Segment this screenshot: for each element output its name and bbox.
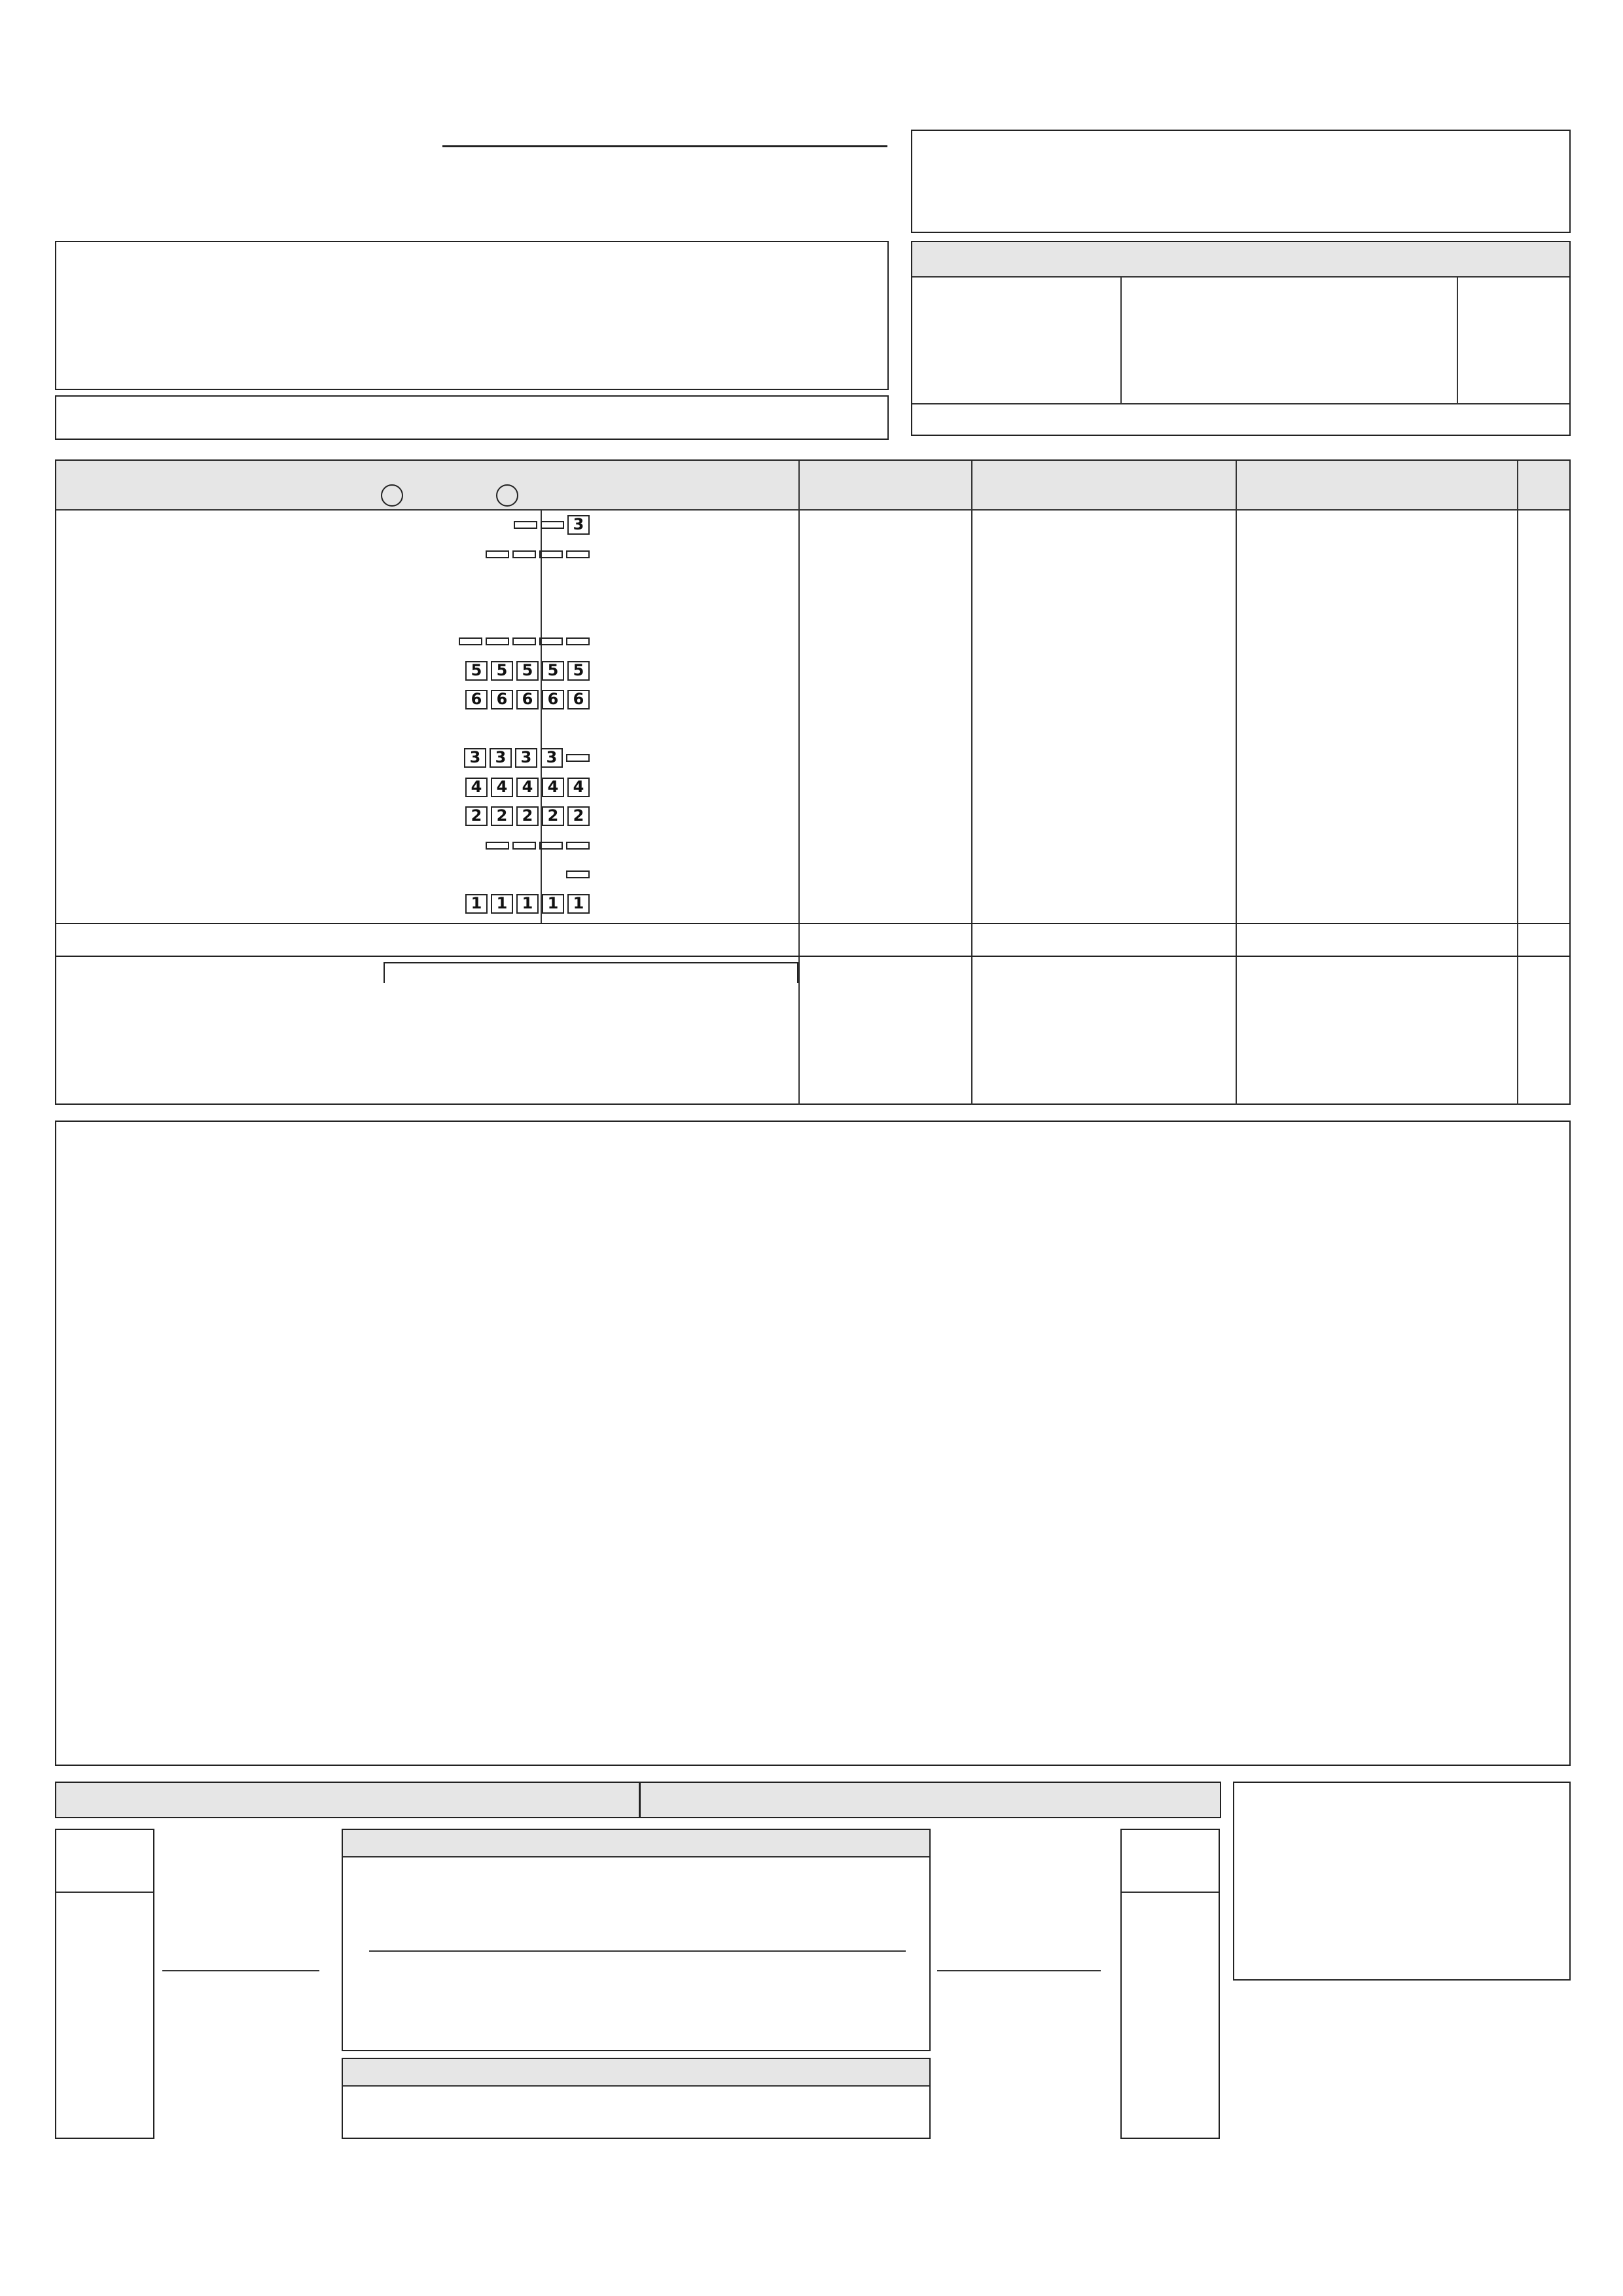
set-number bbox=[410, 484, 432, 507]
stat-cell bbox=[1330, 574, 1395, 603]
starting-lineup-mark: 2 bbox=[567, 806, 590, 826]
stat-cell bbox=[912, 895, 976, 924]
set-number bbox=[496, 484, 518, 507]
summary-team-bar bbox=[55, 1782, 1221, 1818]
total-cell bbox=[796, 924, 861, 956]
stat-cell bbox=[912, 720, 976, 749]
substitute-mark bbox=[486, 550, 509, 558]
stat-cell bbox=[796, 632, 861, 661]
stat-cell bbox=[796, 778, 861, 807]
referees-box bbox=[55, 395, 889, 440]
starting-lineup-mark: 3 bbox=[515, 748, 537, 768]
stat-cell bbox=[796, 662, 861, 691]
stat-cell bbox=[1330, 807, 1395, 836]
kill-on-reception-box bbox=[342, 1829, 931, 2051]
total-cell bbox=[855, 924, 919, 956]
starting-lineup-mark: 1 bbox=[542, 894, 564, 914]
stat-cell bbox=[1517, 720, 1575, 749]
stat-cell bbox=[796, 603, 861, 632]
starting-lineup-mark: 6 bbox=[465, 690, 488, 709]
set-number bbox=[438, 484, 461, 507]
stat-cell bbox=[796, 865, 861, 894]
substitute-mark bbox=[459, 637, 482, 645]
player-number bbox=[60, 632, 93, 661]
positive-reception-grid bbox=[343, 1892, 929, 1946]
stat-cell bbox=[1330, 865, 1395, 894]
player-role bbox=[96, 836, 115, 865]
stat-cell bbox=[912, 632, 976, 661]
stat-cell bbox=[796, 749, 861, 778]
stat-cell bbox=[912, 691, 976, 719]
player-number bbox=[60, 516, 93, 545]
starting-lineup-mark: 3 bbox=[490, 748, 512, 768]
stat-cell bbox=[1517, 895, 1575, 924]
stat-cell bbox=[855, 603, 919, 632]
stat-cell bbox=[855, 865, 919, 894]
set-number bbox=[467, 484, 490, 507]
player-role bbox=[96, 691, 115, 719]
team-a-points-diff bbox=[55, 1829, 154, 2139]
stat-cell bbox=[912, 662, 976, 691]
team-b-serve-summary bbox=[937, 1990, 1101, 2046]
player-role bbox=[96, 603, 115, 632]
player-number bbox=[60, 720, 93, 749]
player-role bbox=[96, 574, 115, 603]
stat-cell bbox=[1330, 720, 1395, 749]
stat-cell bbox=[1517, 865, 1575, 894]
stat-cell bbox=[1330, 836, 1395, 865]
substitute-mark bbox=[486, 842, 509, 850]
player-number bbox=[60, 836, 93, 865]
stat-cell bbox=[912, 749, 976, 778]
starting-lineup-mark: 3 bbox=[567, 515, 590, 535]
stat-cell bbox=[796, 807, 861, 836]
stat-cell bbox=[1330, 545, 1395, 574]
team-b-stats-table bbox=[55, 1121, 1571, 1766]
starting-lineup-mark: 2 bbox=[542, 806, 564, 826]
stat-cell bbox=[1330, 691, 1395, 719]
player-number bbox=[60, 603, 93, 632]
points-won-header bbox=[383, 962, 798, 983]
player-number bbox=[60, 895, 93, 924]
starting-lineup-mark: 6 bbox=[567, 690, 590, 709]
starting-lineup-mark: 1 bbox=[465, 894, 488, 914]
kill-on-reception-title bbox=[343, 1830, 929, 1857]
player-role bbox=[96, 778, 115, 807]
stat-cell bbox=[1330, 895, 1395, 924]
stat-cell bbox=[855, 691, 919, 719]
substitute-mark bbox=[514, 521, 537, 529]
starting-lineup-mark: 2 bbox=[516, 806, 539, 826]
team-a-reception-summary bbox=[162, 1835, 319, 1892]
player-number bbox=[60, 662, 93, 691]
stat-cell bbox=[912, 865, 976, 894]
substitute-mark bbox=[486, 637, 509, 645]
stat-cell bbox=[855, 545, 919, 574]
set-score-rows bbox=[912, 280, 1569, 404]
stat-cell bbox=[1517, 603, 1575, 632]
stat-cell bbox=[1517, 545, 1575, 574]
stat-cell bbox=[1330, 778, 1395, 807]
stat-cell bbox=[796, 895, 861, 924]
stat-cell bbox=[1517, 662, 1575, 691]
stat-cell bbox=[1517, 691, 1575, 719]
team-a-serve-summary bbox=[162, 1990, 319, 2046]
stat-cell bbox=[912, 807, 976, 836]
player-role bbox=[96, 749, 115, 778]
stat-cell bbox=[855, 720, 919, 749]
player-role bbox=[96, 545, 115, 574]
team-b-points-diff bbox=[1120, 1829, 1220, 2139]
stat-cell bbox=[1330, 632, 1395, 661]
stat-cell bbox=[912, 516, 976, 545]
player-number bbox=[60, 865, 93, 894]
team-header-bar bbox=[56, 461, 1569, 511]
substitute-mark bbox=[512, 637, 536, 645]
stat-cell bbox=[855, 574, 919, 603]
attack-on-dig-grid bbox=[343, 2088, 929, 2139]
stat-cell bbox=[912, 778, 976, 807]
starting-lineup-mark: 1 bbox=[491, 894, 513, 914]
starting-lineup-mark: 6 bbox=[542, 690, 564, 709]
match-info-box bbox=[55, 241, 889, 390]
starting-lineup-mark: 5 bbox=[542, 661, 564, 681]
set-score-table bbox=[911, 241, 1571, 436]
substitute-mark bbox=[512, 842, 536, 850]
stat-cell bbox=[1517, 632, 1575, 661]
player-number bbox=[60, 574, 93, 603]
stat-cell bbox=[855, 662, 919, 691]
set-number bbox=[381, 484, 403, 507]
total-cell bbox=[1330, 924, 1395, 956]
starting-lineup-mark: 6 bbox=[491, 690, 513, 709]
header-rule bbox=[442, 145, 887, 147]
negative-reception-grid bbox=[343, 1984, 929, 2039]
player-role bbox=[96, 807, 115, 836]
stat-cell bbox=[1330, 603, 1395, 632]
starting-lineup-mark: 6 bbox=[516, 690, 539, 709]
players-total-row bbox=[56, 923, 1569, 957]
starting-lineup-mark: 2 bbox=[465, 806, 488, 826]
stat-cell bbox=[855, 807, 919, 836]
attack-on-dig-box bbox=[342, 2058, 931, 2139]
player-role bbox=[96, 632, 115, 661]
stat-cell bbox=[855, 836, 919, 865]
starting-lineup-mark: 5 bbox=[465, 661, 488, 681]
stat-cell bbox=[912, 836, 976, 865]
stat-cell bbox=[1517, 778, 1575, 807]
stat-cell bbox=[855, 516, 919, 545]
starting-lineup-mark: 4 bbox=[516, 778, 539, 797]
starting-lineup-mark: 3 bbox=[464, 748, 486, 768]
stat-cell bbox=[912, 545, 976, 574]
player-number bbox=[60, 778, 93, 807]
stat-cell bbox=[1517, 516, 1575, 545]
players-total-label bbox=[69, 924, 266, 956]
starting-lineup-mark: 1 bbox=[567, 894, 590, 914]
attack-on-dig-title bbox=[343, 2059, 929, 2087]
total-cell bbox=[552, 924, 629, 956]
player-role bbox=[96, 895, 115, 924]
stat-cell bbox=[912, 603, 976, 632]
stat-cell bbox=[912, 574, 976, 603]
stat-cell bbox=[1330, 749, 1395, 778]
starting-lineup-mark: 5 bbox=[491, 661, 513, 681]
stat-cell bbox=[855, 749, 919, 778]
player-number bbox=[60, 691, 93, 719]
stat-cell bbox=[1517, 807, 1575, 836]
player-role bbox=[96, 662, 115, 691]
stat-cell bbox=[796, 574, 861, 603]
starting-lineup-mark: 1 bbox=[516, 894, 539, 914]
player-role bbox=[96, 516, 115, 545]
starting-lineup-mark: 5 bbox=[516, 661, 539, 681]
player-number bbox=[60, 545, 93, 574]
substitute-mark bbox=[512, 550, 536, 558]
starting-lineup-mark: 4 bbox=[491, 778, 513, 797]
stat-cell bbox=[1330, 516, 1395, 545]
starting-lineup-mark: 4 bbox=[542, 778, 564, 797]
stat-cell bbox=[1330, 662, 1395, 691]
stat-cell bbox=[855, 632, 919, 661]
team-a-stats-table bbox=[55, 459, 1571, 1105]
stat-cell bbox=[855, 778, 919, 807]
player-number bbox=[60, 749, 93, 778]
stat-cell bbox=[796, 516, 861, 545]
total-cell bbox=[912, 924, 976, 956]
starting-lineup-mark: 5 bbox=[567, 661, 590, 681]
stat-cell bbox=[1517, 749, 1575, 778]
starting-lineup-mark: 4 bbox=[567, 778, 590, 797]
stat-cell bbox=[1517, 574, 1575, 603]
starting-lineup-mark: 2 bbox=[491, 806, 513, 826]
player-role bbox=[96, 720, 115, 749]
result-box bbox=[911, 130, 1571, 233]
stat-cell bbox=[796, 545, 861, 574]
team-b-reception-summary bbox=[937, 1835, 1101, 1892]
stat-cell bbox=[796, 691, 861, 719]
total-cell bbox=[1517, 924, 1575, 956]
stat-cell bbox=[552, 895, 629, 924]
stat-cell bbox=[796, 720, 861, 749]
starting-lineup-mark: 3 bbox=[541, 748, 563, 768]
stat-cell bbox=[796, 836, 861, 865]
stat-cell bbox=[1517, 836, 1575, 865]
stat-cell bbox=[855, 895, 919, 924]
player-row bbox=[56, 895, 1569, 924]
legend-box bbox=[1233, 1782, 1571, 1981]
player-number bbox=[60, 807, 93, 836]
player-role bbox=[96, 865, 115, 894]
starting-lineup-mark: 4 bbox=[465, 778, 488, 797]
